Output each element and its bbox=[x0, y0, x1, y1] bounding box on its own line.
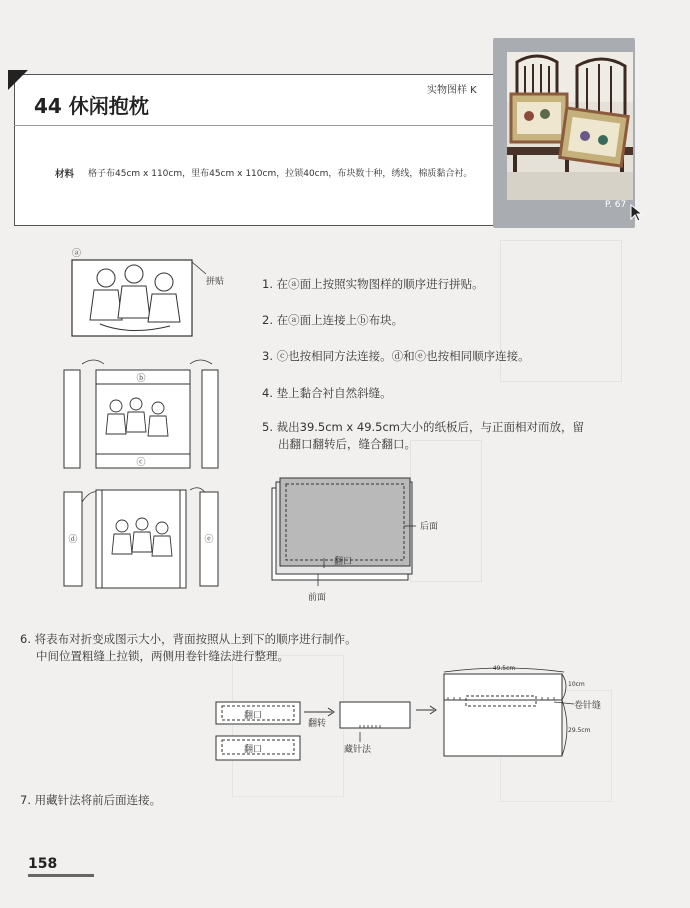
photo-page-reference: P. 67 bbox=[605, 200, 627, 210]
diagram-bc bbox=[60, 358, 230, 478]
label-width: 49.5cm bbox=[492, 665, 516, 672]
page-number: 158 bbox=[28, 856, 58, 872]
diagram-board bbox=[264, 474, 464, 608]
label-fankou-top: 翻口 bbox=[244, 711, 263, 721]
label-juanzhenfeng: 卷针缝 bbox=[574, 701, 602, 711]
label-houmian: 后面 bbox=[420, 522, 439, 532]
step-7: 7. 用藏针法将前后面连接。 bbox=[20, 793, 162, 807]
materials-text: 格子布45cm x 110cm，里布45cm x 110cm，拉锁40cm，布块数十种，绣线，棉质黏合衬。 bbox=[88, 169, 473, 179]
label-qianmian: 前面 bbox=[308, 593, 327, 603]
diagram-a bbox=[60, 242, 240, 346]
step-5-line-1: 5. 裁出39.5cm x 49.5cm大小的纸板后，与正面相对而放，留 bbox=[262, 420, 585, 434]
label-fankou: 翻口 bbox=[334, 557, 353, 567]
label-29cm: 29.5cm bbox=[568, 727, 591, 734]
step-2: 2. 在ⓐ面上连接上ⓑ布块。 bbox=[262, 313, 404, 327]
label-fanzhuan: 翻转 bbox=[308, 719, 327, 729]
label-pinjie: 拼贴 bbox=[206, 277, 225, 287]
step-4: 4. 垫上黏合衬自然斜缝。 bbox=[262, 386, 392, 400]
label-a: ⓐ bbox=[72, 249, 82, 259]
label-d: ⓓ bbox=[68, 535, 78, 545]
page-title: 44 休闲抱枕 bbox=[34, 94, 149, 118]
step-1: 1. 在ⓐ面上按照实物图样的顺序进行拼贴。 bbox=[262, 277, 484, 291]
step-6-line-2: 中间位置粗缝上拉锁，两侧用卷针缝法进行整理。 bbox=[36, 649, 289, 663]
label-e: ⓔ bbox=[204, 535, 214, 545]
label-b: ⓑ bbox=[136, 374, 146, 384]
label-10cm: 10cm bbox=[568, 681, 585, 688]
corner-triangle-icon bbox=[8, 70, 28, 90]
step-3: 3. ⓒ也按相同方法连接。ⓓ和ⓔ也按相同顺序连接。 bbox=[262, 349, 530, 363]
diagram-zipper bbox=[414, 660, 634, 764]
label-cangzhenfa: 藏针法 bbox=[344, 745, 372, 755]
diagram-folding bbox=[210, 690, 430, 774]
label-fankou-bottom: 翻口 bbox=[244, 745, 263, 755]
step-6-line-1: 6. 将表布对折变成图示大小，背面按照从上到下的顺序进行制作。 bbox=[20, 632, 357, 646]
pattern-reference: 实物图样 K bbox=[427, 85, 477, 96]
step-5-line-2: 出翻口翻转后，缝合翻口。 bbox=[278, 437, 416, 451]
product-photo bbox=[507, 52, 633, 200]
label-c: ⓒ bbox=[136, 458, 146, 468]
materials-label: 材料 bbox=[55, 169, 75, 180]
cursor-arrow-icon bbox=[630, 204, 644, 226]
page-number-bar bbox=[28, 874, 94, 877]
diagram-de bbox=[60, 482, 230, 596]
